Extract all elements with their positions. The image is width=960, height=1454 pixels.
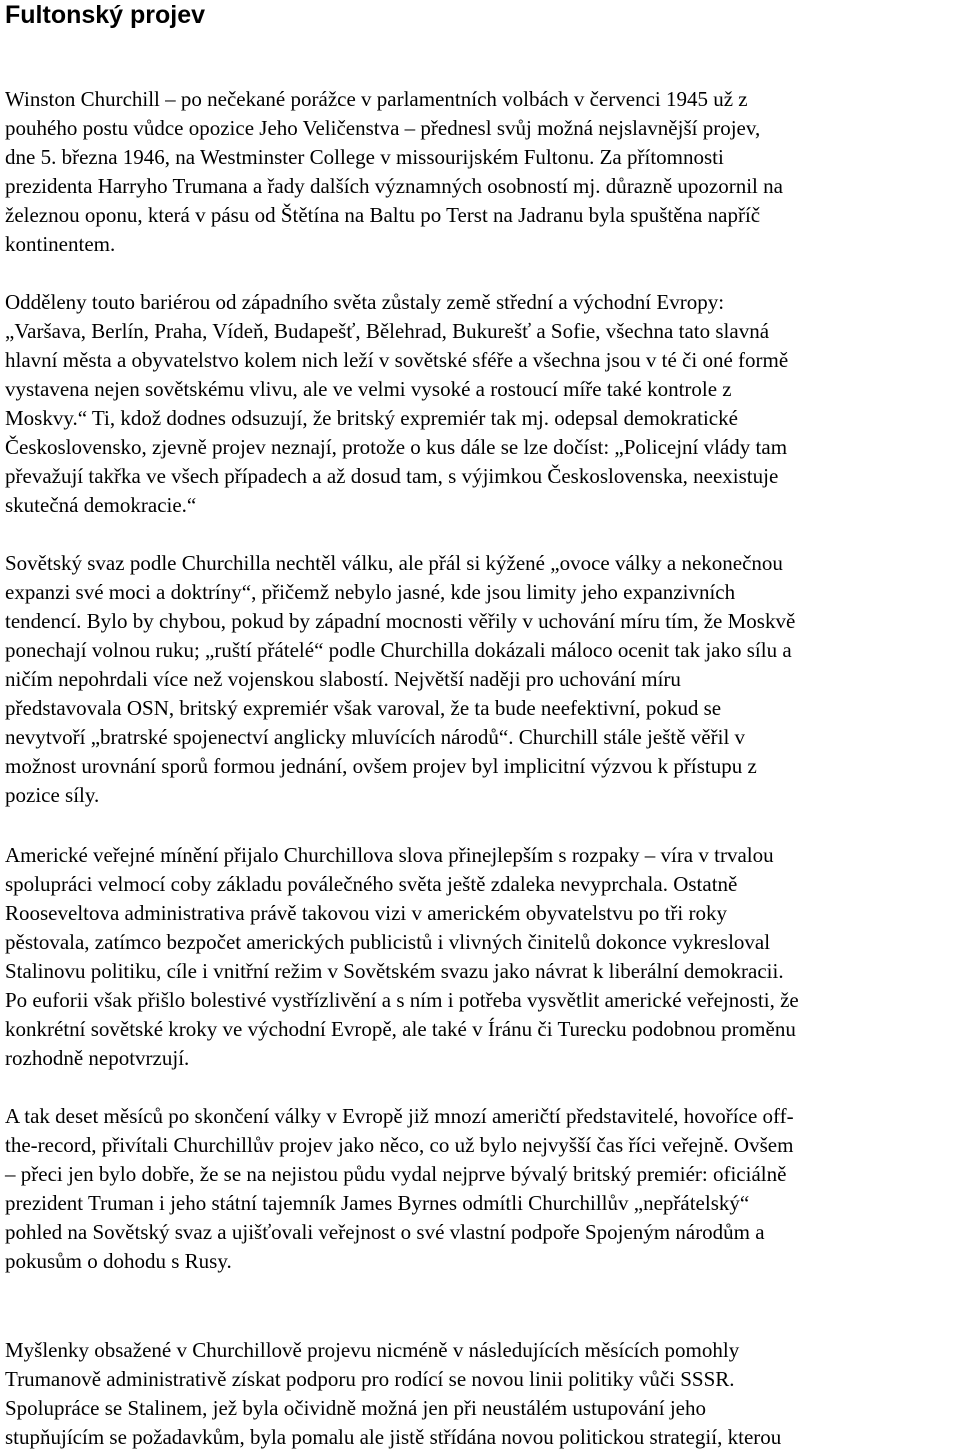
text-line: kontinentem. [5, 232, 116, 256]
text-line: dne 5. března 1946, na Westminster College v missourijském Fultonu. Za přítomnosti [5, 145, 724, 169]
text-line: pozice síly. [5, 783, 100, 807]
text-line: A tak deset měsíců po skončení války v Evropě již mnozí američtí představitelé, hovoříce off- [5, 1104, 794, 1128]
text-line: Myšlenky obsažené v Churchillově projevu nicméně v následujících měsících pomohly [5, 1338, 740, 1362]
text-line: Sovětský svaz podle Churchilla nechtěl válku, ale přál si kýžené „ovoce války a nekonečnou [5, 551, 783, 575]
text-line: ponechají volnou ruku; „ruští přátelé“ podle Churchilla dokázali máloco ocenit tak jako sílu a [5, 638, 792, 662]
text-line: Odděleny touto bariérou od západního světa zůstaly země střední a východní Evropy: [5, 290, 725, 314]
text-line: hlavní města a obyvatelstvo kolem nich leží v sovětské sféře a všechna jsou v té či oné formě [5, 348, 789, 372]
text-line: železnou oponu, která v pásu od Štětína na Baltu po Terst na Jadranu byla spuštěna napříč [5, 203, 761, 227]
text-line: Winston Churchill – po nečekané porážce v parlamentních volbách v červenci 1945 už z [5, 87, 748, 111]
text-line: ničím nepohrdali více než vojenskou slabostí. Největší naději pro uchování míru [5, 667, 681, 691]
text-line: pohled na Sovětský svaz a ujišťovali veřejnost o své vlastní podpoře Spojeným národům a [5, 1220, 765, 1244]
text-line: pouhého postu vůdce opozice Jeho Veličenstva – přednesl svůj možná nejslavnější projev, [5, 116, 761, 140]
text-line: spolupráci velmocí coby základu poválečného světa ještě zdaleka nevyprchala. Ostatně [5, 872, 738, 896]
text-line: Rooseveltova administrativa právě takovou vizi v americkém obyvatelstvu po tři roky [5, 901, 727, 925]
text-line: „Varšava, Berlín, Praha, Vídeň, Budapešť, Bělehrad, Bukurešť a Sofie, všechna tato slavná [5, 319, 770, 343]
text-line: možnost urovnání sporů formou jednání, ovšem projev byl implicitní výzvou k přístupu z [5, 754, 757, 778]
text-line: tendencí. Bylo by chybou, pokud by západní mocnosti věřily v uchování míru tím, že Moskvě [5, 609, 796, 633]
text-line: expanzi své moci a doktríny“, přičemž nebylo jasné, kde jsou limity jeho expanzivních [5, 580, 736, 604]
text-line: pokusům o dohodu s Rusy. [5, 1249, 232, 1273]
text-line: Československo, zjevně projev neznají, protože o kus dále se lze dočíst: „Policejní vlády tam [5, 435, 788, 459]
text-line: Moskvy.“ Ti, kdož dodnes odsuzují, že britský expremiér tak mj. odepsal demokratické [5, 406, 738, 430]
text-line: prezident Truman i jeho státní tajemník James Byrnes odmítli Churchillův „nepřátelský“ [5, 1191, 750, 1215]
text-line: nevytvoří „bratrské spojenectví anglicky mluvících národů“. Churchill stále ještě věřil v [5, 725, 746, 749]
text-line: Stalinovu politiku, cíle i vnitřní režim v Sovětském svazu jako návrat k liberální demokracii. [5, 959, 784, 983]
text-line: prezidenta Harryho Trumana a řady dalších významných osobností mj. důrazně upozornil na [5, 174, 783, 198]
text-line: převažují takřka ve všech případech a až dosud tam, s výjimkou Československa, neexistuje [5, 464, 779, 488]
text-line: Americké veřejné mínění přijalo Churchillova slova přinejlepším s rozpaky – víra v trvalou [5, 843, 774, 867]
text-line: Spolupráce se Stalinem, jež byla očividně možná jen při neustálém ustupování jeho [5, 1396, 706, 1420]
text-line: the-record, přivítali Churchillův projev jako něco, co už bylo nejvyšší čas říci veřejně. Ovšem [5, 1133, 794, 1157]
text-line: představovala OSN, britský expremiér však varoval, že ta bude neefektivní, pokud se [5, 696, 722, 720]
document-title: Fultonský projev [5, 1, 206, 29]
text-line: vystavena nejen sovětskému vlivu, ale ve velmi vysoké a rostoucí míře také kontrole z [5, 377, 732, 401]
text-line: skutečná demokracie.“ [5, 493, 197, 517]
text-line: konkrétní sovětské kroky ve východní Evropě, ale také v Íránu či Turecku podobnou proměnu [5, 1017, 796, 1041]
text-line: – přeci jen bylo dobře, že se na nejistou půdu vydal nejprve bývalý britský premiér: oficiálně [5, 1162, 787, 1186]
text-line: pěstovala, zatímco bezpočet amerických publicistů i vlivných činitelů dokonce vykresloval [5, 930, 771, 954]
text-line: stupňujícím se požadavkům, byla pomalu ale jistě střídána novou politickou strategií, kterou [5, 1425, 782, 1449]
text-line: Po euforii však přišlo bolestivé vystřízlivění a s ním i potřeba vysvětlit americké veřejnosti, že [5, 988, 799, 1012]
text-line: rozhodně nepotvrzují. [5, 1046, 190, 1070]
text-line: Trumanově administrativě získat podporu pro rodící se novou linii politiky vůči SSSR. [5, 1367, 735, 1391]
